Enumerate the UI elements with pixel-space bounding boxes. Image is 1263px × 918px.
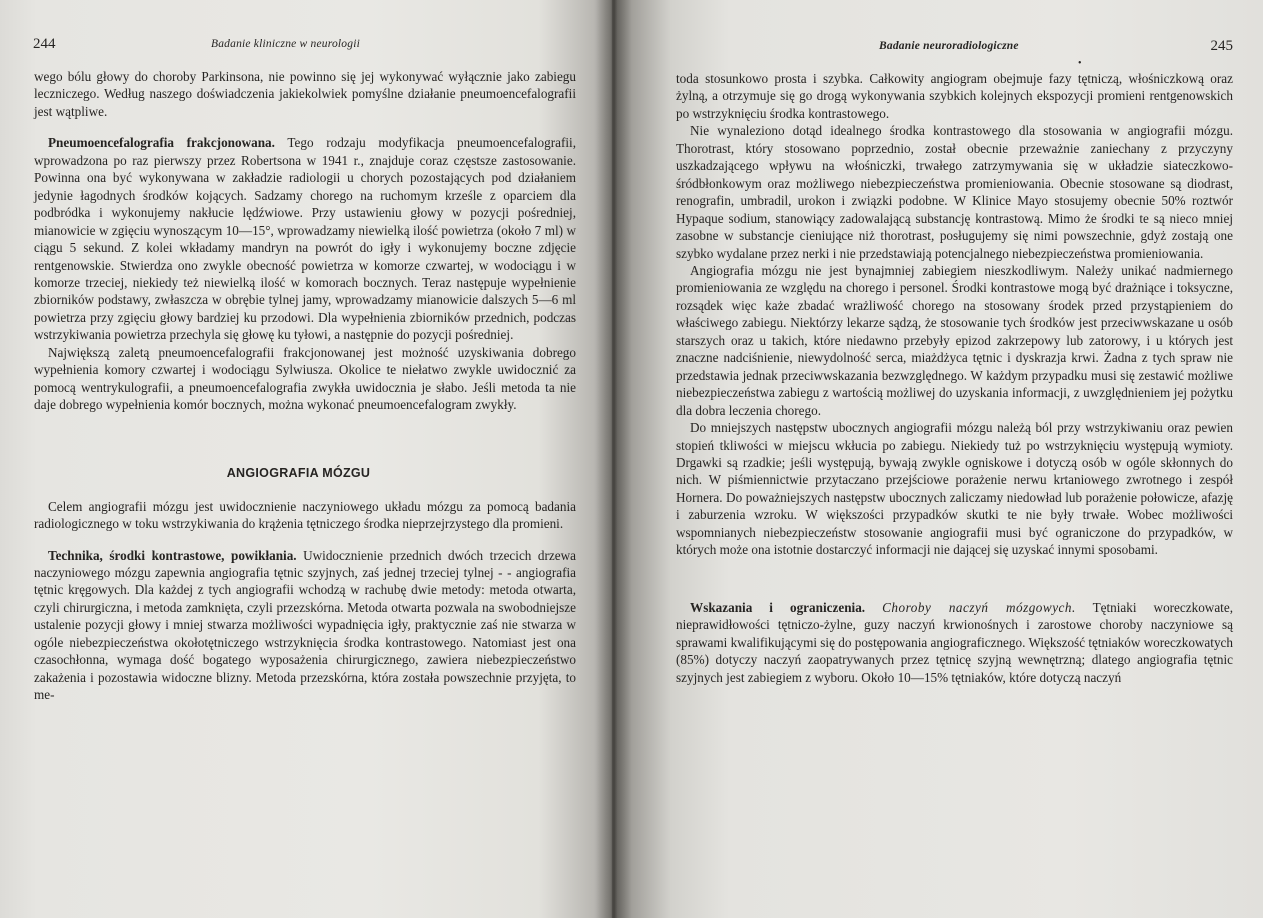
right-header-title: Badanie neuroradiologiczne bbox=[879, 40, 1019, 52]
paragraph-text: Uwidocznienie przednich dwóch trzecich drzewa naczyniowego mózgu zapewnia angiografia tętnic szyjnych, zaś jednej trzeciej tylnej - - angiografia tętnic kręgowych. Dla każdej z tych angiografii wchodzą w rachubę dwie metody: metoda otwarta, czyli chirurgiczna, i metoda zamknięta, czyli przezskórna. Metoda otwarta pozwala na swobodniejsze ustalenie pozycji głowy i mniej stwarza możliwości wypadnięcia igły, praktycznie zaś nie stwarza w ogóle niebezpieczeństwa okołotętniczego wstrzyknięcia środka kontrastowego. Natomiast jest ona czasochłonna, wymaga dość bogatego wyposażenia chirurgicznego, zawiera niebezpieczeństwo zakażenia i pozostawia widoczne blizny. Metoda przezskórna, która została powszechnie przyjęta, to me- bbox=[34, 547, 576, 703]
left-page bbox=[0, 0, 612, 918]
left-header-title: Badanie kliniczne w neurologii bbox=[211, 38, 360, 50]
right-paragraph-5 bbox=[676, 599, 1233, 686]
right-page bbox=[612, 0, 1263, 918]
right-paragraph-3: Angiografia mózgu nie jest bynajmniej zabiegiem nieszkodliwym. Należy unikać nadmiernego promieniowania ze względu na chorego i personel. Środki kontrastowe mogą być drażniące i toksyczne, rozsądek więc każe zbadać wrażliwość chorego na stosowany środek przed przystąpieniem do właściwego zabiegu. Niektórzy lekarze sądzą, że stosowanie tych środków jest przeciwwskazane u osób starszych oraz u takich, które niedawno przebyły epizod zakrzepowy lub zatorowy, i u których jest znaczne nadciśnienie, niewydolność serca, miażdżyca tętnic i dyskrazja krwi. Żadna z tych spraw nie przedstawia jednak przeciwwskazania bezwzględnego. W każdym przypadku musi się zestawić możliwe niebezpieczeństwa zabiegu z wartością możliwej do uzyskania informacji, z uwzględnieniem jej pożytku dla dobra leczenia chorego. bbox=[676, 262, 1233, 418]
left-page-number: 244 bbox=[33, 36, 56, 52]
paragraph-lead-heading: Wskazania i ograniczenia. bbox=[690, 599, 866, 615]
left-paragraph-4: Celem angiografii mózgu jest uwidocznienie naczyniowego układu mózgu za pomocą badania radiologicznego w toku wstrzykiwania do krążenia tętniczego środka nieprzejrzystego dla promieni. bbox=[34, 498, 576, 532]
section-heading: ANGIOGRAFIA MÓZGU bbox=[226, 465, 371, 480]
right-text-body bbox=[676, 70, 1233, 686]
left-running-head bbox=[31, 36, 576, 56]
paragraph-lead-heading: Pneumoencefalografia frakcjonowana. bbox=[48, 135, 275, 151]
paragraph-text: Tętniaki woreczkowate, nieprawidłowości tętniczo-żylne, guzy naczyń krwionośnych i zarostowe choroby naczyniowe są sprawami kwalifikującymi się do postępowania angiograficznego. Większość tętniaków woreczkowatych (85%) dotyczy naczyń zaopatrywanych przez tętnicę szyjną wewnętrzną; dlatego angiografia tętnic szyjnych jest zabiegiem z wyboru. Około 10—15% tętniaków, które dotyczą naczyń bbox=[676, 599, 1233, 685]
left-text-body bbox=[31, 68, 576, 704]
left-paragraph-5 bbox=[31, 547, 576, 704]
right-page-number: 245 bbox=[1210, 38, 1233, 54]
left-paragraph-2 bbox=[31, 134, 576, 343]
right-paragraph-1: toda stosunkowo prosta i szybka. Całkowity angiogram obejmuje fazy tętniczą, włośniczkową oraz żylną, a otrzymuje się go drogą wykonywania szybkich kolejnych ekspozycji promieni rentgenowskich po wstrzyknięciu środka kontrastowego. bbox=[676, 71, 1233, 121]
header-dot-mark: • bbox=[1078, 58, 1082, 69]
right-paragraph-4: Do mniejszych następstw ubocznych angiografii mózgu należą ból przy wstrzykiwaniu oraz pewien stopień tkliwości w miejscu wkłucia po zabiegu. Niekiedy tuż po wstrzyknięciu występują wymioty. Drgawki są rzadkie; jeśli występują, bywają zwykle ogniskowe i dotyczą osób w ogóle skłonnych do nich. W piśmiennictwie przytaczano przejściowe porażenie nerwu krtaniowego zwrotnego i zespół Hornera. Do poważniejszych następstw ubocznych zaliczamy niedowład lub porażenie połowicze, afazję i zaburzenia wzroku. W większości przypadków skutki te nie były trwałe. Wobec możliwości wspomnianych niebezpieczeństw stosowanie angiografii musi być ograniczone do przypadków, w których może ona istotnie dostarczyć informacji nie dającej się uzyskać innymi sposobami. bbox=[676, 420, 1233, 558]
left-paragraph-1: wego bólu głowy do choroby Parkinsona, nie powinno się jej wykonywać wyłącznie jako zabiegu leczniczego. Według naszego doświadczenia jakiekolwiek pomyślne działanie pneumoencefalografii jest wątpliwe. bbox=[34, 69, 576, 119]
paragraph-lead-italic: Choroby naczyń mózgowych. bbox=[882, 599, 1076, 615]
right-running-head bbox=[676, 38, 1233, 69]
paragraph-lead-heading: Technika, środki kontrastowe, powikłania. bbox=[48, 547, 297, 563]
paragraph-text: Tego rodzaju modyfikacja pneumoencefalografii, wprowadzona po raz pierwszy przez Robertsona w 1941 r., znajduje coraz częstsze zastosowanie. Powinna ona być wykonywana w zakładzie radiologii u chorych pozostających pod działaniem jedynie łagodnych środków kojących. Sadzamy chorego na ruchomym krześle z oparciem dla podbródka i wykonujemy nakłucie lędźwiowe. Przy ustawieniu głowy w pozycji pośredniej, mianowicie w zgięciu wynoszącym 10—15°, wprowadzamy niewielką ilość powietrza (około 7 ml) w ciągu 5 sekund. Z kolei wkładamy mandryn na powrót do igły i wykonujemy boczne zdjęcie rentgenowskie. Stwierdza ono zwykle obecność powietrza w komorze czwartej, w wodociągu i w komorze trzeciej, niekiedy też niewielką ilość w komorach bocznych. Teraz następuje wypełnienie zbiorników podstawy, zwłaszcza w obrębie tylnej jamy, wprowadzamy mianowicie dalszych 5—6 ml powietrza przy zgięciu głowy bardziej ku przodowi. Dla wypełnienia zbiorników przednich, podczas wstrzykiwania powietrza przechyla się głowę ku tyłowi, a następnie do pozycji pośredniej. bbox=[34, 135, 577, 343]
right-paragraph-2: Nie wynaleziono dotąd idealnego środka kontrastowego dla stosowania w angiografii mózgu. Thorotrast, który stosowano poprzednio, został obecnie przeważnie zaniechany z przyczyny uszkadzającego wpływu na włośniczki, trwałego zatrzymywania się w układzie siateczkowo-śródbłonkowym oraz możliwego niebezpieczeństwa promieniowania. Obecnie stosowane są diodrast, renografin, umbradil, urokon i związki podobne. W Klinice Mayo stosujemy obecnie 50% roztwór Hypaque sodium, stanowiący zadowalającą substancję kontrastową. Mimo że środki te są nieco mniej zasobne w substancje cieniujące niż thorotrast, posługujemy się nimi powszechnie, gdyż zostają one szybko wydalane przez nerki i nie przedstawiają potencjalnego niebezpieczeństwa promieniowania. bbox=[676, 123, 1233, 261]
left-paragraph-3: Największą zaletą pneumoencefalografii frakcjonowanej jest możność uzyskiwania dobrego wypełnienia komory czwartej i wodociągu Sylwiusza. Okolice te niełatwo zwykle uwidocznić za pomocą wentrykulografii, a pneumoencefalografia zwykła uwidocznia je słabo. Jeśli metoda ta nie daje dobrego wypełnienia komór bocznych, można wykonać pneumoencefalogram zwykły. bbox=[34, 344, 576, 413]
